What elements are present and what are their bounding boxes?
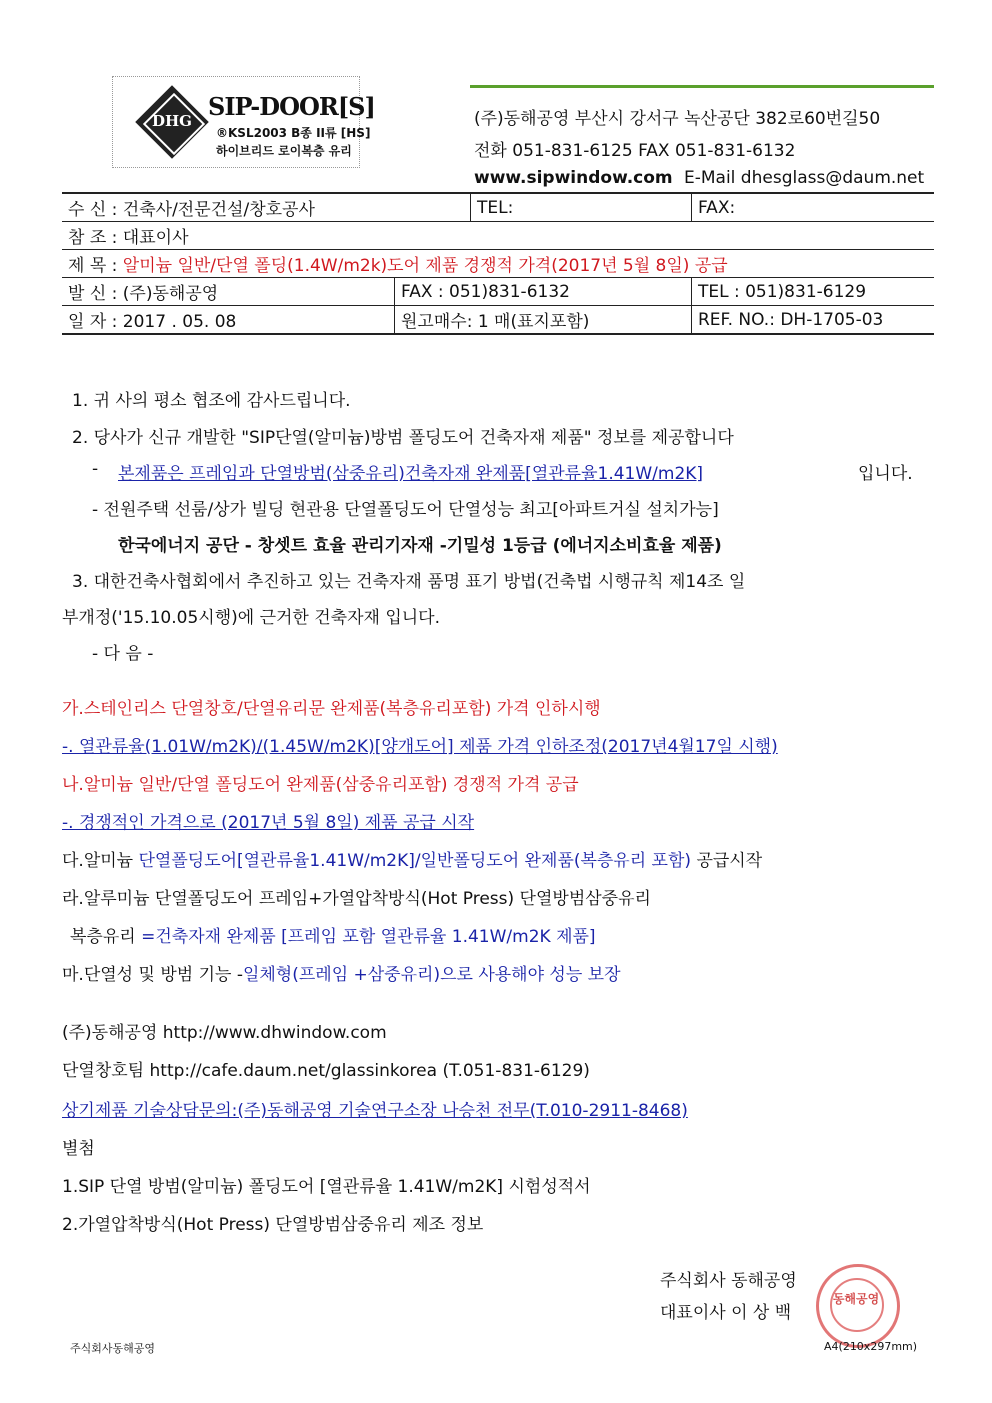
item-ma-blue: 일체형(프레임 +삼중유리)으로 사용해야 성능 보장 bbox=[242, 965, 621, 985]
recipient-value: 건축사/전문건설/창호공사 bbox=[122, 200, 315, 220]
sender-value: (주)동해공영 bbox=[122, 284, 219, 304]
sender-cell bbox=[62, 278, 395, 306]
logo-mark: DHG bbox=[152, 112, 192, 130]
subject-cell bbox=[62, 250, 934, 278]
reference-number: REF. NO.: DH-1705-03 bbox=[691, 306, 934, 335]
footer-paper-size: A4(210x297mm) bbox=[824, 1340, 918, 1353]
item-da bbox=[62, 846, 762, 871]
paragraph-3b: 부개정('15.10.05시행)에 근거한 건축자재 입니다. bbox=[62, 608, 441, 628]
paragraph-3a: 3. 대한건축사협회에서 추진하고 있는 건축자재 품명 표기 방법(건축법 시행규칙 제14조 일 bbox=[72, 572, 746, 592]
paragraph-2: 2. 당사가 신규 개발한 "SIP단열(알미늄)방범 폴딩도어 건축자재 제품" 정보를 제공합니다 bbox=[72, 428, 734, 448]
fax-cell: FAX: bbox=[691, 193, 934, 222]
memo-header-table bbox=[62, 192, 934, 335]
paragraph-2a-link[interactable]: 본제품은 프레임과 단열방범(삼중유리)건축자재 완제품[열관류율1.41W/m2K] bbox=[118, 464, 704, 484]
paragraph-1: 1. 귀 사의 평소 협조에 감사드립니다. bbox=[72, 391, 351, 411]
subject-value: 알미늄 일반/단열 폴딩(1.4W/m2k)도어 제품 경쟁적 가격(2017년 5월 8일) 공급 bbox=[122, 256, 728, 276]
item-da-blue: 단열폴딩도어[열관류율1.41W/m2K]/일반폴딩도어 완제품(복층유리 포함) bbox=[138, 851, 692, 871]
recipient-label: 수 신 : bbox=[68, 200, 118, 220]
paragraph-2b: - 전원주택 선룸/상가 빌딩 현관용 단열폴딩도어 단열성능 최고[아파트거실 설치가능] bbox=[92, 500, 719, 520]
item-ra-sub bbox=[70, 922, 596, 947]
company-website[interactable]: www.sipwindow.com bbox=[474, 168, 673, 188]
signature-company: 주식회사 동해공영 bbox=[660, 1271, 797, 1291]
reference-cell bbox=[62, 222, 934, 250]
sender-fax: FAX : 051)831-6132 bbox=[395, 278, 692, 306]
paragraph-2a-dash: - bbox=[92, 459, 99, 479]
date-cell bbox=[62, 306, 395, 335]
team-cafe-link[interactable]: 단열창호팀 http://cafe.daum.net/glassinkorea (T.051-831-6129) bbox=[62, 1061, 590, 1081]
signature-ceo: 대표이사 이 상 백 bbox=[660, 1303, 792, 1323]
page-count: 원고매수: 1 매(표지포함) bbox=[395, 306, 692, 335]
footer-company: 주식회사동해공영 bbox=[70, 1342, 156, 1355]
logo-subtitle-ks: ®KSL2003 B종 II류 [HS] bbox=[216, 126, 371, 140]
tel-cell: TEL: bbox=[470, 193, 691, 222]
item-ra-sub-head: 복층유리 bbox=[70, 927, 136, 947]
technical-contact[interactable]: 상기제품 기술상담문의:(주)동해공영 기술연구소장 나승천 전무(T.010-2911-8468) bbox=[62, 1101, 688, 1121]
item-na: 나.알미늄 일반/단열 폴딩도어 완제품(삼중유리포함) 경쟁적 가격 공급 bbox=[62, 775, 579, 795]
item-na-sub[interactable]: -. 경쟁적인 가격으로 (2017년 5월 8일) 제품 공급 시작 bbox=[62, 813, 475, 833]
reference-value: 대표이사 bbox=[122, 228, 189, 248]
company-email[interactable]: E-Mail dhesglass@daum.net bbox=[684, 168, 925, 188]
company-seal-text: 동해공영 bbox=[832, 1292, 880, 1306]
company-phone-fax: 전화 051-831-6125 FAX 051-831-6132 bbox=[474, 141, 796, 161]
item-ma-head: 마.단열성 및 방범 기능 - bbox=[62, 965, 243, 985]
item-ra-sub-blue: =건축자재 완제품 [프레임 포함 열관류율 1.41W/m2K 제품] bbox=[141, 927, 596, 947]
header-divider bbox=[470, 85, 934, 88]
paragraph-2c: 한국에너지 공단 - 창셋트 효율 관리기자재 -기밀성 1등급 (에너지소비효율 제품) bbox=[118, 536, 722, 556]
item-ga-sub[interactable]: -. 열관류율(1.01W/m2K)/(1.45W/m2K)[양개도어] 제품 가격 인하조정(2017년4월17일 시행) bbox=[62, 737, 778, 757]
reference-label: 참 조 : bbox=[68, 228, 118, 248]
subject-label: 제 목 : bbox=[68, 256, 118, 276]
company-homepage[interactable]: (주)동해공영 http://www.dhwindow.com bbox=[62, 1023, 387, 1043]
company-address: (주)동해공영 부산시 강서구 녹산공단 382로60번길50 bbox=[474, 109, 881, 129]
attachment-title: 별첨 bbox=[62, 1139, 95, 1159]
attachment-2: 2.가열압착방식(Hot Press) 단열방범삼중유리 제조 정보 bbox=[62, 1215, 484, 1235]
next-heading: - 다 음 - bbox=[92, 644, 154, 664]
item-da-head: 다.알미늄 bbox=[62, 851, 134, 871]
attachment-1: 1.SIP 단열 방범(알미늄) 폴딩도어 [열관류율 1.41W/m2K] 시험성적서 bbox=[62, 1177, 591, 1197]
item-da-tail: 공급시작 bbox=[696, 851, 763, 871]
item-ma bbox=[62, 960, 621, 985]
logo-subtitle-glass: 하이브리드 로이복층 유리 bbox=[216, 144, 352, 158]
date-value: 2017 . 05. 08 bbox=[122, 312, 237, 332]
item-ga: 가.스테인리스 단열창호/단열유리문 완제품(복층유리포함) 가격 인하시행 bbox=[62, 699, 601, 719]
recipient-cell bbox=[62, 193, 470, 222]
sender-tel: TEL : 051)831-6129 bbox=[691, 278, 934, 306]
paragraph-2a-tail: 입니다. bbox=[858, 464, 913, 484]
item-ra: 라.알루미늄 단열폴딩도어 프레임+가열압착방식(Hot Press) 단열방범삼중유리 bbox=[62, 889, 651, 909]
logo-title: SIP-DOOR[S] bbox=[208, 92, 375, 121]
date-label: 일 자 : bbox=[68, 312, 118, 332]
sender-label: 발 신 : bbox=[68, 284, 118, 304]
